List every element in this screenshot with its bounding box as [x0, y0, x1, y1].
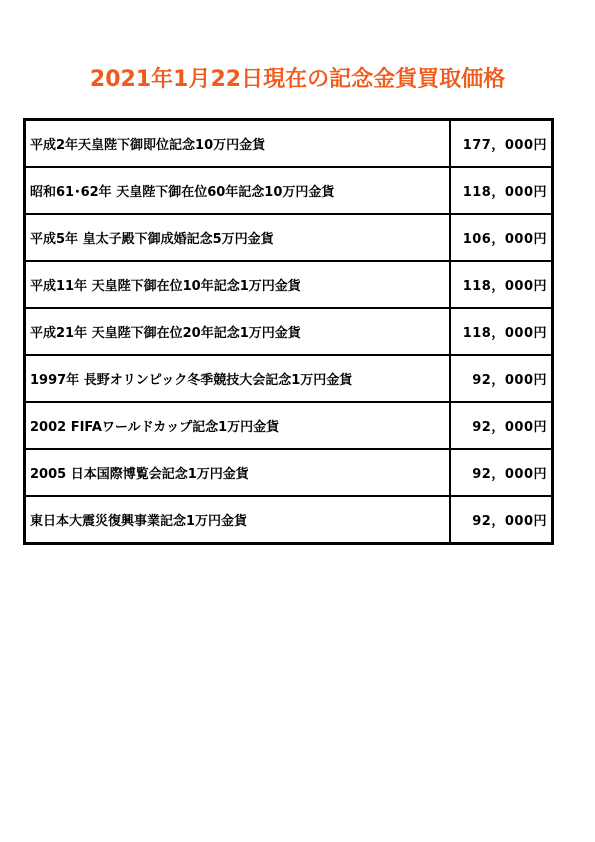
coin-name-cell: 東日本大震災復興事業記念1万円金貨: [25, 496, 451, 544]
coin-name-cell: 1997年 長野オリンピック冬季競技大会記念1万円金貨: [25, 355, 451, 402]
table-row: [25, 261, 553, 308]
price-cell: 118，000円: [450, 308, 553, 355]
price-cell: 92，000円: [450, 496, 553, 544]
coin-name-cell: 平成11年 天皇陛下御在位10年記念1万円金貨: [25, 261, 451, 308]
price-cell: 92，000円: [450, 449, 553, 496]
table-row: [25, 496, 553, 544]
price-cell: 118，000円: [450, 261, 553, 308]
table-row: [25, 449, 553, 496]
price-cell: 92，000円: [450, 355, 553, 402]
table-row: [25, 308, 553, 355]
price-cell: 177，000円: [450, 120, 553, 168]
coin-name-cell: 平成2年天皇陛下御即位記念10万円金貨: [25, 120, 451, 168]
coin-name-cell: 平成5年 皇太子殿下御成婚記念5万円金貨: [25, 214, 451, 261]
table-row: [25, 167, 553, 214]
table-row: [25, 355, 553, 402]
coin-name-cell: 平成21年 天皇陛下御在位20年記念1万円金貨: [25, 308, 451, 355]
price-table: [23, 118, 554, 545]
price-cell: 118，000円: [450, 167, 553, 214]
price-cell: 106，000円: [450, 214, 553, 261]
coin-name-cell: 2002 FIFAワールドカップ記念1万円金貨: [25, 402, 451, 449]
price-cell: 92，000円: [450, 402, 553, 449]
page-title: 2021年1月22日現在の記念金貨買取価格: [89, 67, 506, 92]
table-row: [25, 120, 553, 168]
coin-name-cell: 昭和61･62年 天皇陛下御在位60年記念10万円金貨: [25, 167, 451, 214]
table-row: [25, 402, 553, 449]
table-row: [25, 214, 553, 261]
coin-name-cell: 2005 日本国際博覧会記念1万円金貨: [25, 449, 451, 496]
